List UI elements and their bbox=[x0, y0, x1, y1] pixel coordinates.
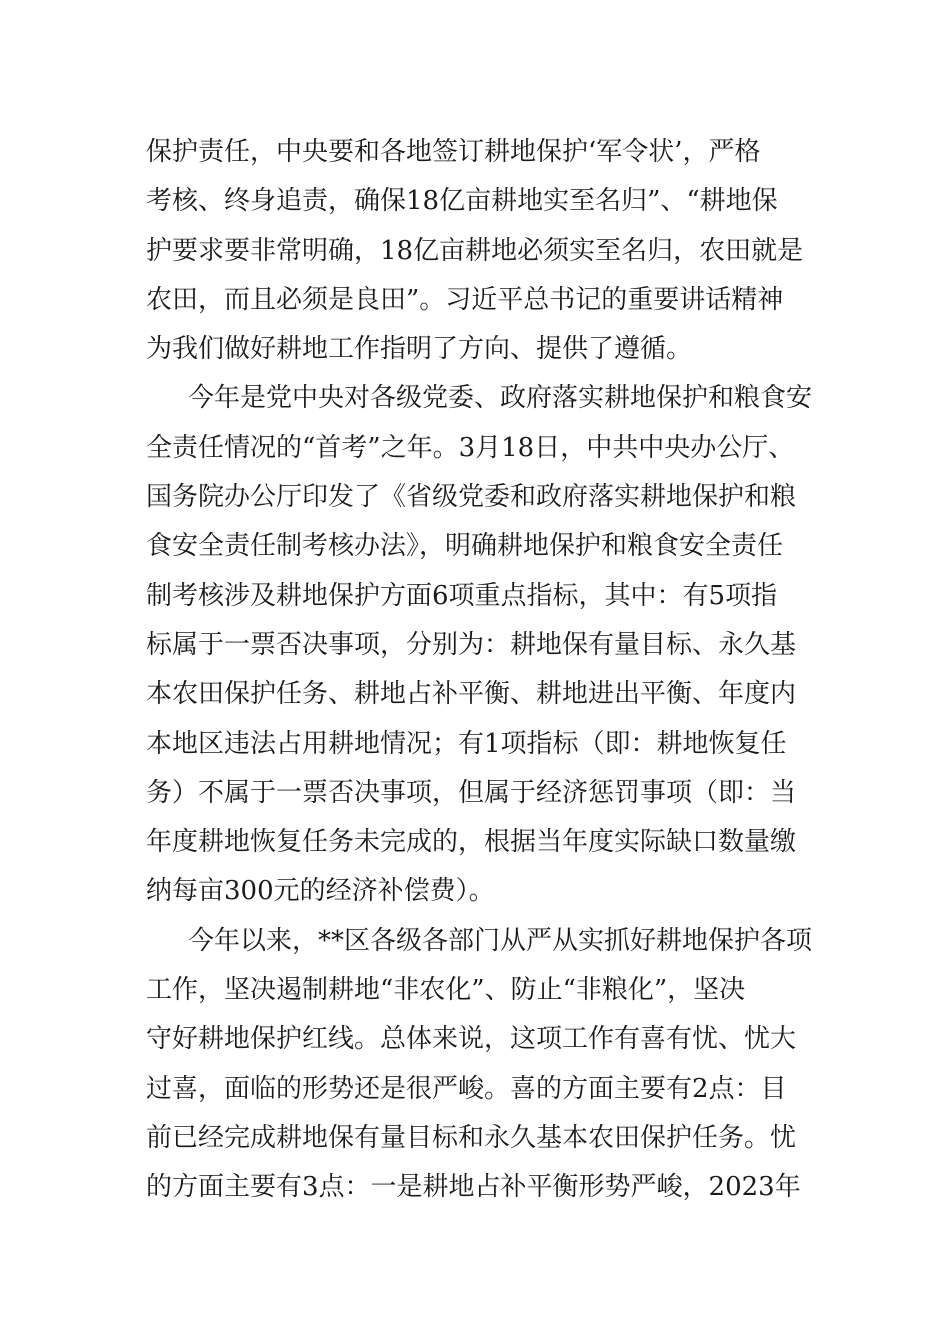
text-line: 工作，坚决遏制耕地“非农化”、防止“非粮化”，坚决 bbox=[146, 975, 746, 1006]
text-line: 保护责任，中央要和各地签订耕地保护‘军令状’，严格 bbox=[146, 137, 761, 167]
text-line: 纳每亩300元的经济补偿费）。 bbox=[146, 876, 495, 907]
text-line: 食安全责任制考核办法》，明确耕地保护和粮食安全责任 bbox=[146, 531, 784, 562]
text-line: 前已经完成耕地保有量目标和永久基本农田保护任务。忧 bbox=[146, 1122, 797, 1153]
text-line: 的方面主要有3点：一是耕地占补平衡形势严峻，2023年 bbox=[146, 1172, 801, 1203]
body-text bbox=[146, 128, 846, 1213]
text-line: 过喜，面临的形势还是很严峻。喜的方面主要有2点：目 bbox=[146, 1073, 787, 1104]
paragraph-start-line: 今年以来，**区各级各部门从严从实抓好耕地保护各项 bbox=[188, 925, 813, 956]
text-line: 守好耕地保护红线。总体来说，这项工作有喜有忧、忧大 bbox=[146, 1024, 797, 1055]
text-line: 本地区违法占用耕地情况；有1项指标（即：耕地恢复任 bbox=[146, 728, 787, 759]
text-line: 本农田保护任务、耕地占补平衡、耕地进出平衡、年度内 bbox=[146, 679, 797, 710]
text-line: 年度耕地恢复任务未完成的，根据当年度实际缺口数量缴 bbox=[146, 827, 797, 858]
text-line: 务）不属于一票否决事项，但属于经济惩罚事项（即：当 bbox=[146, 777, 797, 808]
text-line: 全责任情况的“首考”之年。3月18日，中共中央办公厅、 bbox=[146, 432, 795, 463]
text-line: 护要求要非常明确，18亿亩耕地必须实至名归，农田就是 bbox=[146, 235, 804, 266]
text-line: 农田，而且必须是良田”。习近平总书记的重要讲话精神 bbox=[146, 284, 784, 315]
text-line: 标属于一票否决事项，分别为：耕地保有量目标、永久基 bbox=[146, 629, 797, 660]
text-line: 考核、终身追责，确保18亿亩耕地实至名归”、“耕地保 bbox=[146, 186, 778, 217]
text-line: 国务院办公厅印发了《省级党委和政府落实耕地保护和粮 bbox=[146, 482, 797, 513]
text-line: 为我们做好耕地工作指明了方向、提供了遵循。 bbox=[146, 334, 693, 365]
paragraph-start-line: 今年是党中央对各级党委、政府落实耕地保护和粮食安 bbox=[188, 383, 813, 414]
text-line: 制考核涉及耕地保护方面6项重点指标，其中：有5项指 bbox=[146, 580, 778, 611]
